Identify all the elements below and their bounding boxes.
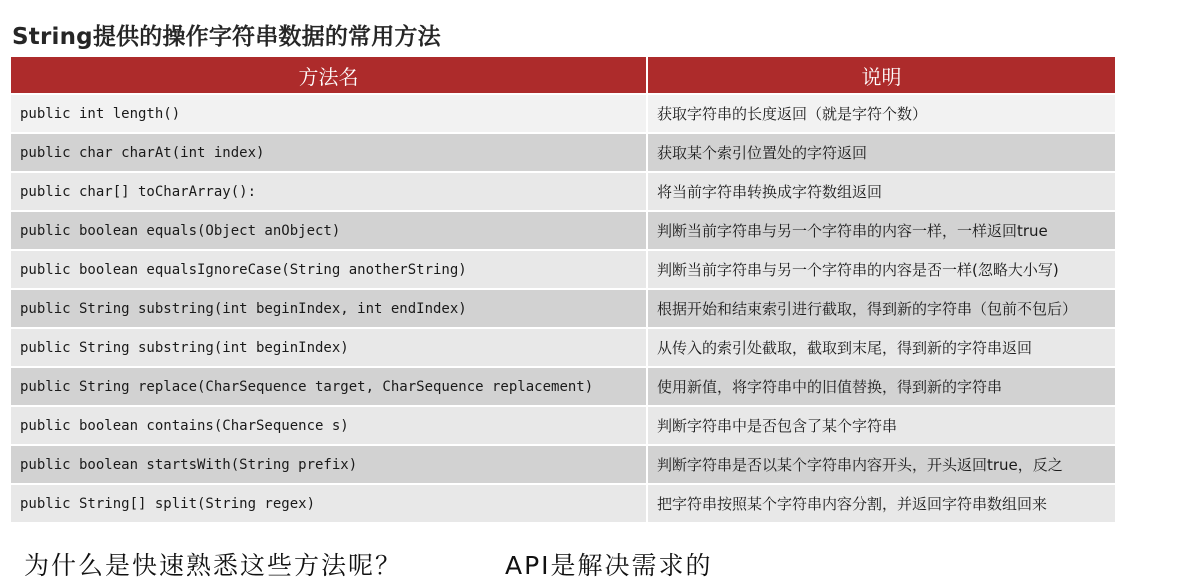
table-row (11, 211, 1115, 250)
method-description: 获取字符串的长度返回（就是字符个数） (647, 94, 1115, 133)
method-description: 判断当前字符串与另一个字符串的内容是否一样(忽略大小写) (647, 250, 1115, 289)
header-method-name: 方法名 (11, 57, 647, 94)
table-row (11, 172, 1115, 211)
method-signature: public boolean equals(Object anObject) (11, 211, 647, 250)
method-description: 判断字符串是否以某个字符串内容开头，开头返回true，反之 (647, 445, 1115, 484)
table-row (11, 133, 1115, 172)
table-row (11, 406, 1115, 445)
table-header-row (11, 57, 1115, 94)
method-signature: public char[] toCharArray(): (11, 172, 647, 211)
method-description: 将当前字符串转换成字符数组返回 (647, 172, 1115, 211)
method-description: 判断当前字符串与另一个字符串的内容一样，一样返回true (647, 211, 1115, 250)
method-description: 使用新值，将字符串中的旧值替换，得到新的字符串 (647, 367, 1115, 406)
table-row (11, 289, 1115, 328)
methods-table (11, 57, 1115, 522)
page-title: String提供的操作字符串数据的常用方法 (12, 24, 441, 50)
table-row (11, 94, 1115, 133)
method-signature: public boolean equalsIgnoreCase(String anotherString) (11, 250, 647, 289)
table-row (11, 250, 1115, 289)
table-row (11, 484, 1115, 522)
method-signature: public boolean startsWith(String prefix) (11, 445, 647, 484)
method-description: 根据开始和结束索引进行截取，得到新的字符串（包前不包后） (647, 289, 1115, 328)
method-description: 判断字符串中是否包含了某个字符串 (647, 406, 1115, 445)
handwritten-note-answer: API是解决需求的 (505, 551, 713, 580)
method-description: 从传入的索引处截取，截取到末尾，得到新的字符串返回 (647, 328, 1115, 367)
method-signature: public String substring(int beginIndex) (11, 328, 647, 367)
method-description: 获取某个索引位置处的字符返回 (647, 133, 1115, 172)
table-row (11, 328, 1115, 367)
method-signature: public boolean contains(CharSequence s) (11, 406, 647, 445)
method-signature: public String substring(int beginIndex, int endIndex) (11, 289, 647, 328)
method-signature: public String[] split(String regex) (11, 484, 647, 522)
method-description: 把字符串按照某个字符串内容分割，并返回字符串数组回来 (647, 484, 1115, 522)
method-signature: public char charAt(int index) (11, 133, 647, 172)
method-signature: public int length() (11, 94, 647, 133)
table-row (11, 445, 1115, 484)
handwritten-note-question: 为什么是快速熟悉这些方法呢？ (24, 551, 403, 580)
header-description: 说明 (647, 57, 1115, 94)
table-row (11, 367, 1115, 406)
method-signature: public String replace(CharSequence target, CharSequence replacement) (11, 367, 647, 406)
